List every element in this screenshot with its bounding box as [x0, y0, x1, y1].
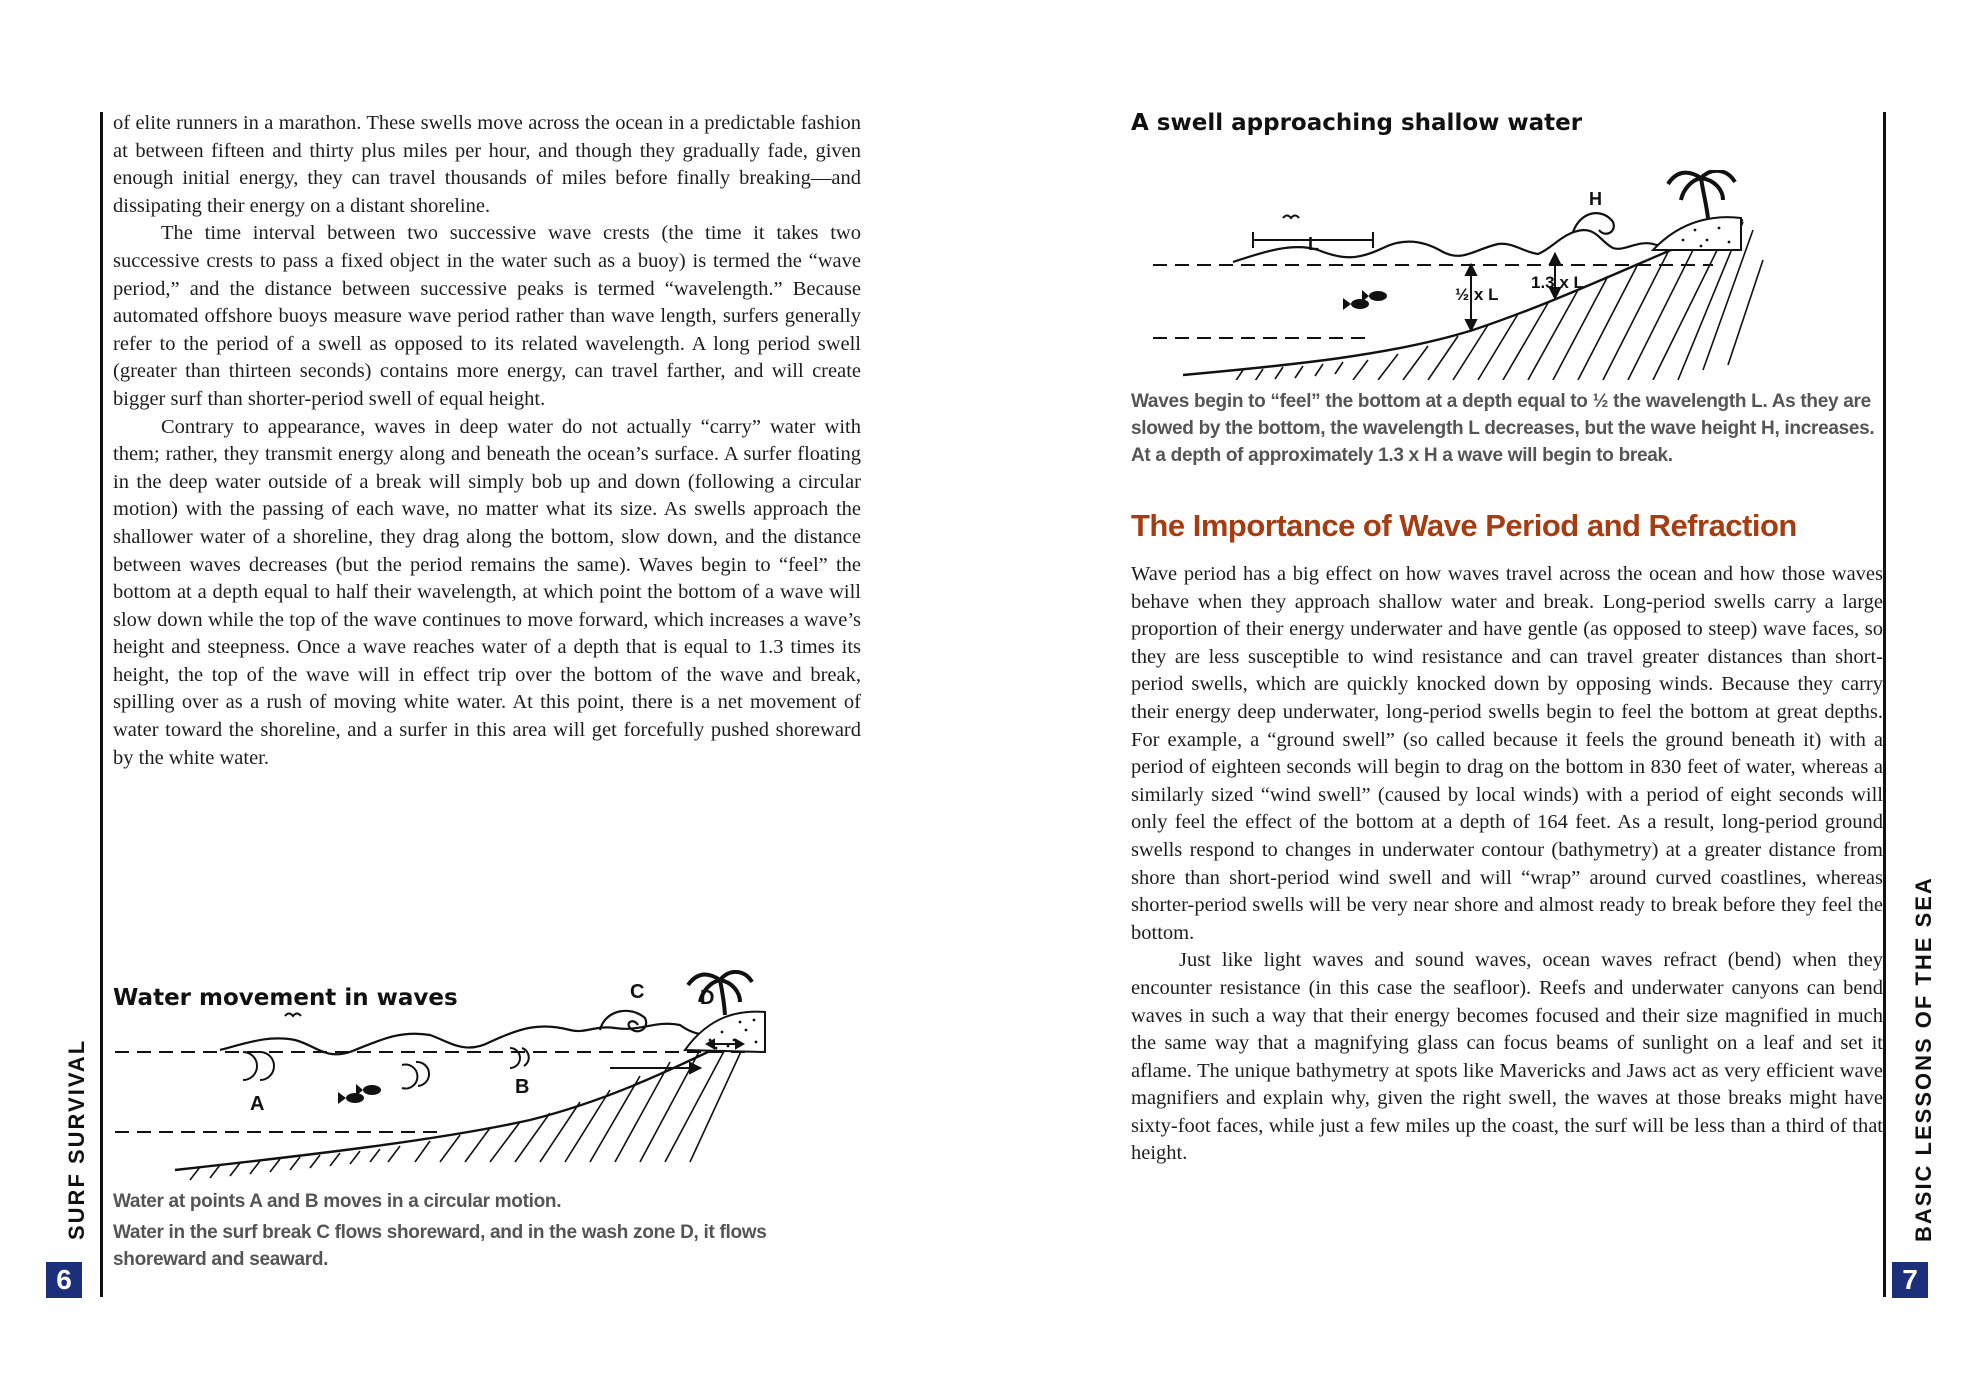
caption-line: Water in the surf break C flows shoreward, and in the wash zone D, it flows shoreward and seaward. — [113, 1222, 767, 1270]
fish-icon — [1343, 290, 1387, 310]
label-c: C — [630, 981, 645, 1003]
right-margin-rule — [1883, 112, 1886, 1297]
right-page — [993, 0, 1986, 1399]
paragraph: of elite runners in a marathon. These swells move across the ocean in a predictable fashion at between fifteen and thirty plus miles per hour, and though they gradually fade, given enough initial energy, they can travel thousands of miles before finally breaking—and dissipating their energy on a distant shoreline. — [113, 112, 861, 217]
left-margin-rule — [100, 112, 103, 1297]
page-number-left: 6 — [46, 1262, 82, 1298]
circular-motion-mid-icon — [402, 1062, 429, 1089]
shoreward-flow-arrow — [610, 1063, 700, 1073]
water-movement-diagram — [110, 970, 850, 1190]
running-header-right: BASIC LESSONS OF THE SEA — [1911, 876, 1936, 1242]
label-d: D — [700, 987, 715, 1009]
right-figure-caption: Waves begin to “feel” the bottom at a depth equal to ½ the wavelength L. As they are slowed by the bottom, the wavelength L decreases, but the wave height H, increases. At a depth of approximately 1.3 x H a wave will begin to break. — [1131, 391, 1875, 466]
label-l: L — [1308, 234, 1319, 254]
paragraph: Just like light waves and sound waves, ocean waves refract (bend) when they encounter resistance (in this case the seafloor). Reefs and underwater canyons can bend waves in such a way that their energy becomes focused and their size magnified in much the same way that a magnifying glass can focus beams of sunlight on a leaf and set it aflame. The unique bathymetry at spots like Mavericks and Jaws act as very efficient wave magnifiers and explain why, given the right swell, the waves at those breaks might have sixty-foot faces, while just a few miles up the coast, the surf will be less than a third of that height. — [1131, 949, 1883, 1165]
palm-tree-icon — [688, 972, 752, 1015]
bird-icon — [1283, 216, 1299, 219]
paragraph: Contrary to appearance, waves in deep water do not actually “carry” water with them; rather, they transmit energy along and beneath the ocean’s surface. A surfer floating in the deep water outside of a break will simply bob up and down (following a circular motion) with the passing of each wave, no matter what its size. As swells approach the shallower water of a shoreline, they drag along the bottom, slow down, and the distance between waves decreases (but the period remains the same). Waves begin to “feel” the bottom at a depth equal to half their wavelength, at which point the bottom of a wave will slow down while the top of the wave continues to move forward, which increases a wave’s height and steepness. Once a wave reaches water of a depth that is equal to 1.3 times its height, the top of the wave will in effect trip over the bottom of the wave and break, spilling over as a rush of moving white water. At this point, there is a net movement of water toward the shoreline, and a surfer in this area will get forcefully pushed shoreward by the white water. — [113, 415, 861, 769]
circular-motion-a-icon — [243, 1052, 274, 1080]
fish-icon — [338, 1084, 381, 1104]
paragraph: Wave period has a big effect on how waves travel across the ocean and how those waves behave when they approach shallow water and break. Long-period swells carry a large proportion of their energy underwater and have gentle (as opposed to steep) wave faces, so they are less susceptible to wind resistance and can travel greater distances than short-period swells, which are quickly knocked down by opposing winds. Because they carry their energy deep underwater, long-period swells begin to feel the bottom at great depths. For example, a “ground swell” (so called because it feels the ground beneath it) with a period of eighteen seconds will begin to drag on the bottom in 830 feet of water, whereas a similarly sized “wind swell” (caused by local winds) with a period of eight seconds will only feel the effect of the bottom at a depth of 164 feet. As a result, long-period ground swells respond to changes in underwater contour (bathymetry) at a greater distance from shore than short-period wind swell and will “wrap” around curved coastlines, whereas shorter-period swells will be very near shore and almost ready to break before they feel the bottom. — [1131, 563, 1883, 944]
page-number-right: 7 — [1892, 1262, 1928, 1298]
beach-mound — [685, 1012, 765, 1052]
label-b: B — [515, 1076, 530, 1098]
swell-approaching-diagram — [1143, 170, 1883, 380]
label-a: A — [250, 1093, 265, 1115]
label-one-three-l: 1.3 x L — [1531, 273, 1584, 292]
figure-title-water-movement: Water movement in waves — [113, 985, 458, 1011]
figure-title-swell: A swell approaching shallow water — [1131, 110, 1583, 136]
section-heading: The Importance of Wave Period and Refraction — [1131, 508, 1797, 543]
paragraph: The time interval between two successive wave crests (the time it takes two successive crests to pass a fixed object in the water such as a buoy) is termed the “wave period,” and the distance between successive peaks is termed “wavelength.” Because automated offshore buoys measure wave period rather than wave length, surfers generally refer to the period of a swell as opposed to its related wavelength. A long period swell (greater than thirteen seconds) contains more energy, can travel farther, and will create bigger surf than shorter-period swell of equal height. — [113, 222, 861, 410]
wave-surface — [220, 1024, 740, 1055]
label-h: H — [1589, 189, 1602, 209]
left-body-text — [113, 110, 861, 772]
left-figure-caption — [113, 1188, 863, 1273]
palm-tree-icon — [1668, 171, 1735, 218]
right-body-text — [1131, 561, 1883, 1168]
running-header-left: SURF SURVIVAL — [64, 1038, 89, 1240]
beach-mound — [1653, 217, 1741, 250]
wave-surface — [1233, 230, 1713, 262]
caption-line: Water at points A and B moves in a circular motion. — [113, 1191, 562, 1212]
label-half-l: ½ x L — [1455, 285, 1499, 304]
bird-icon — [285, 1014, 301, 1017]
